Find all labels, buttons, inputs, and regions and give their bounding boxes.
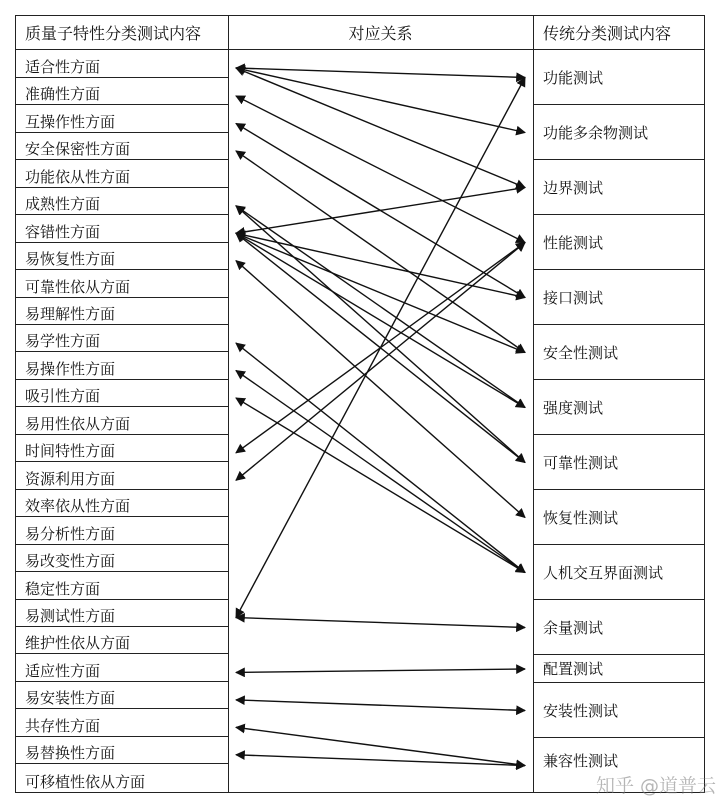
right-item-label: 人机交互界面测试 [543,563,664,582]
left-item-label: 容错性方面 [25,222,101,241]
left-item-label: 可移植性依从方面 [25,772,146,791]
left-item-label: 效率依从性方面 [25,497,131,516]
relation-arrow [236,618,525,628]
relation-arrow [236,233,525,297]
left-item-label: 时间特性方面 [25,442,116,461]
left-item-label: 稳定性方面 [25,579,101,598]
left-item-label: 维护性依从方面 [25,634,131,653]
left-item-label: 可靠性依从方面 [25,277,131,296]
left-item-label: 易用性依从方面 [25,414,131,433]
right-item-label: 安装性测试 [543,701,619,720]
right-item-label: 性能测试 [543,233,604,252]
relation-arrow [236,233,525,407]
right-item-label: 可靠性测试 [543,453,619,472]
relation-arrow [236,68,525,133]
relation-arrow [236,700,525,711]
left-item-label: 易替换性方面 [25,744,116,763]
left-item-label: 易改变性方面 [25,552,116,571]
left-item-label: 准确性方面 [25,85,101,104]
left-item-label: 适合性方面 [25,58,101,76]
right-item-label: 余量测试 [543,618,604,637]
left-item-label: 易测试性方面 [25,606,116,625]
relation-arrow [236,371,525,573]
left-item-label: 资源利用方面 [25,469,116,488]
left-item-label: 易恢复性方面 [25,250,116,269]
relation-arrow [236,78,525,618]
left-item-label: 适应性方面 [25,661,101,680]
left-item-label: 吸引性方面 [25,387,101,406]
left-item-label: 易安装性方面 [25,689,116,708]
left-item-label: 成熟性方面 [25,195,101,214]
watermark: 知乎 @道普云 [596,775,717,797]
header-middle-label: 对应关系 [348,23,413,43]
left-item-label: 易理解性方面 [25,305,116,324]
right-item-label: 功能多余物测试 [543,123,649,142]
relation-arrow [236,243,525,481]
header-right-label: 传统分类测试内容 [543,23,672,43]
relation-arrow [236,68,525,78]
right-item-label: 强度测试 [543,398,604,417]
relation-arrow [236,261,525,518]
right-item-label: 兼容性测试 [543,752,619,770]
left-item-label: 互操作性方面 [25,112,116,131]
right-item-label: 安全性测试 [543,343,619,362]
relation-arrow [236,669,525,672]
right-item-label: 边界测试 [543,178,604,197]
right-item-label: 接口测试 [543,288,604,307]
right-item-label: 恢复性测试 [543,508,619,527]
relation-arrow [236,188,525,234]
left-item-label: 易学性方面 [25,332,101,351]
header-left-label: 质量子特性分类测试内容 [25,23,202,43]
left-item-label: 功能依从性方面 [25,167,131,186]
right-item-label: 功能测试 [543,68,604,87]
left-item-label: 共存性方面 [25,716,101,735]
left-item-label: 易分析性方面 [25,524,116,543]
left-item-label: 易操作性方面 [25,359,116,378]
right-item-label: 配置测试 [543,660,604,678]
left-item-label: 安全保密性方面 [25,140,131,159]
